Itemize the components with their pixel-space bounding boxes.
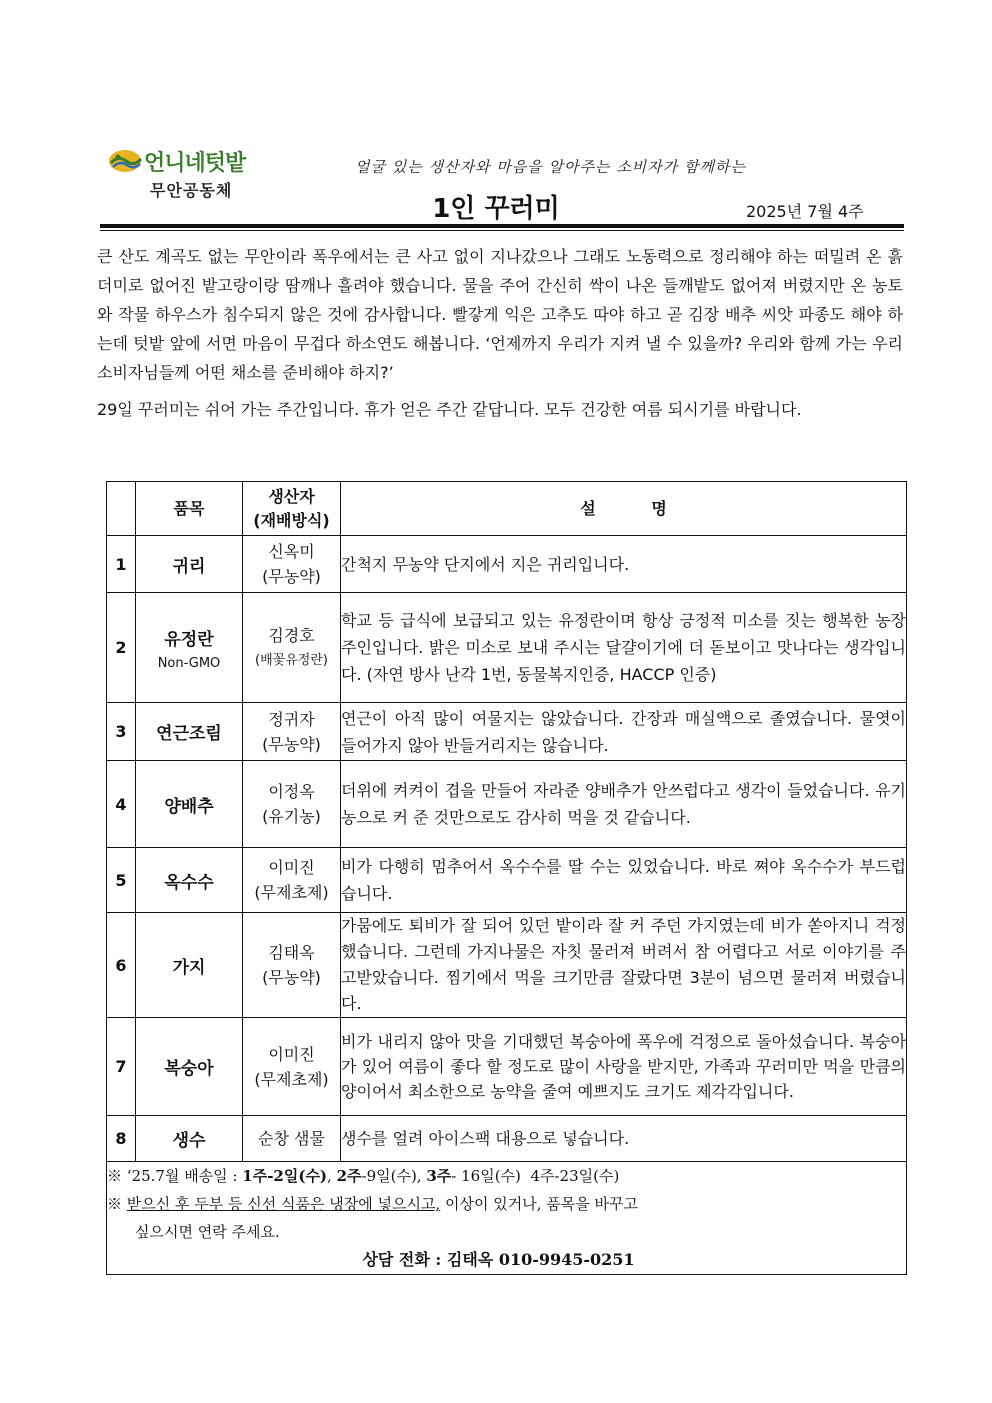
item-description: 비가 내리지 않아 맛을 기대했던 복숭아에 폭우에 걱정으로 돌아섰습니다. 복숭아가 있어 여름이 좋다 할 정도로 많이 사랑을 받지만, 가족과 꾸러미만 먹을 만큼의 양이어서 최소한으로 농약을 줄여 예쁘지도 크기도 제각각입니다. <box>341 1018 907 1116</box>
footer-row <box>107 1162 907 1275</box>
header-producer <box>243 482 341 536</box>
note-line2: 싶으시면 연락 주세요. <box>135 1223 280 1241</box>
logo-text: 언니네텃밭 <box>144 151 246 176</box>
row-number: 7 <box>107 1018 136 1116</box>
producer-name: 신옥미 <box>268 542 315 561</box>
growing-method: (배꽃유정란) <box>255 652 328 668</box>
item-name-text: 가지 <box>172 957 206 978</box>
header-item: 품목 <box>136 482 243 536</box>
tagline: 얼굴 있는 생산자와 마음을 알아주는 소비자가 함께하는 <box>355 158 746 176</box>
row-number: 4 <box>107 761 136 848</box>
storage-note <box>107 1190 906 1218</box>
item-name <box>136 536 243 593</box>
producer-name: 순창 샘물 <box>258 1129 325 1148</box>
table-row <box>107 536 907 593</box>
growing-method: (무제초제) <box>254 883 329 902</box>
header-rule-thick <box>100 224 904 228</box>
item-name <box>136 593 243 703</box>
item-name <box>136 848 243 913</box>
header-producer-line1: 생산자 <box>268 486 315 506</box>
item-name-text: 유정란 <box>164 629 214 650</box>
row-number: 6 <box>107 913 136 1018</box>
table-header-row <box>107 482 907 536</box>
growing-method: (무농약) <box>262 567 321 586</box>
item-name <box>136 1018 243 1116</box>
item-name-text: 귀리 <box>172 556 206 577</box>
delivery-prefix: ※ ‘25.7월 배송일 : <box>107 1167 243 1185</box>
table-row <box>107 1018 907 1116</box>
item-name <box>136 703 243 761</box>
delivery-week1: 1주-2일(수) <box>242 1167 328 1185</box>
producer-name: 정귀자 <box>268 709 315 729</box>
producer-cell <box>243 536 341 593</box>
intro-text <box>97 242 903 424</box>
note-rest: 이상이 있거나, 품목을 바꾸고 <box>440 1195 638 1213</box>
row-number: 8 <box>107 1116 136 1162</box>
producer-name: 이정옥 <box>268 782 315 801</box>
item-name-text: 복숭아 <box>164 1059 214 1079</box>
producer-name: 김태옥 <box>268 943 315 962</box>
growing-method: (무농약) <box>262 734 321 754</box>
delivery-week3-date: - 16일(수) 4주-23일(수) <box>451 1167 620 1185</box>
item-name-text: 연근조림 <box>156 724 222 744</box>
item-description: 연근이 아직 많이 여물지는 않았습니다. 간장과 매실액으로 졸였습니다. 물엿이 들어가지 않아 반들거리지는 않습니다. <box>341 703 907 761</box>
item-name <box>136 1116 243 1162</box>
header-producer-line2: (재배방식) <box>253 510 330 530</box>
item-name-sub: Non-GMO <box>157 655 221 671</box>
producer-cell <box>243 913 341 1018</box>
delivery-week2: 2주 <box>336 1167 362 1185</box>
growing-method: (무제초제) <box>254 1069 329 1089</box>
header-description: 설 명 <box>341 482 907 536</box>
producer-name: 김경호 <box>268 625 315 645</box>
item-name-text: 옥수수 <box>164 872 214 893</box>
item-name-text: 생수 <box>172 1131 206 1151</box>
logo-subtitle: 무안공동체 <box>150 181 233 200</box>
row-number: 2 <box>107 593 136 703</box>
intro-paragraph: 29일 꾸러미는 쉬어 가는 주간입니다. 휴가 얻은 주간 같답니다. 모두 건강한 여름 되시기를 바랍니다. <box>97 400 802 419</box>
header-num-cell <box>107 482 136 536</box>
item-name <box>136 761 243 848</box>
table-row <box>107 848 907 913</box>
note-underlined: 받으신 후 두부 등 신선 식품은 냉장에 넣으시고, <box>126 1195 441 1213</box>
table-row <box>107 1116 907 1162</box>
producer-name: 이미진 <box>268 1044 315 1064</box>
farm-logo-icon <box>108 148 144 174</box>
producer-cell <box>243 848 341 913</box>
growing-method: (무농약) <box>262 968 321 987</box>
producer-cell <box>243 1018 341 1116</box>
table-row <box>107 703 907 761</box>
item-description: 더위에 켜켜이 겹을 만들어 자라준 양배추가 안쓰럽다고 생각이 들었습니다. 유기농으로 커 준 것만으로도 감사히 먹을 것 같습니다. <box>341 761 907 848</box>
item-description: 생수를 얼려 아이스팩 대용으로 넣습니다. <box>341 1116 907 1162</box>
intro-paragraph: 큰 산도 계곡도 없는 무안이라 폭우에서는 큰 사고 없이 지나갔으나 그래도 노동력으로 정리해야 하는 떠밀려 온 흙더미로 없어진 밭고랑이랑 땀깨나 흘려야 했습니다. 물을 주어 간신히 싹이 나온 들깨밭도 없어져 버렸지만 온 농토와 작물 하우스가 침수되지 않은 것에 감사합니다. 빨갛게 익은 고추도 따야 하고 곧 김장 배추 씨앗 파종도 해야 하는데 텃밭 앞에 서면 마음이 무겁다 하소연도 해봅니다. ‘언제까지 우리가 지켜 낼 수 있을까? 우리와 함께 가는 우리 소비자님들께 어떤 채소를 준비해야 하지?’ <box>97 247 903 382</box>
footer-notes <box>107 1162 907 1275</box>
page-title: 1인 꾸러미 <box>432 194 560 224</box>
growing-method: (유기농) <box>262 807 321 826</box>
row-number: 3 <box>107 703 136 761</box>
delivery-week3: 3주 <box>426 1167 452 1185</box>
note-prefix: ※ <box>107 1195 127 1213</box>
row-number: 5 <box>107 848 136 913</box>
item-description: 간척지 무농약 단지에서 지은 귀리입니다. <box>341 536 907 593</box>
table-row <box>107 593 907 703</box>
producer-cell <box>243 593 341 703</box>
delivery-dates: ※ ‘25.7월 배송일 : 1주-2일(수), 2주-9일(수), 3주- 16일(수) 4주-23일(수) <box>107 1167 620 1185</box>
item-description: 학교 등 급식에 보급되고 있는 유정란이며 항상 긍정적 미소를 짓는 행복한 농장 주인입니다. 밝은 미소로 보내 주시는 달걀이기에 더 돋보이고 맛나다는 생각입니다. (자연 방사 난각 1번, 동물복지인증, HACCP 인증) <box>341 593 907 703</box>
item-description: 비가 다행히 멈추어서 옥수수를 딸 수는 있었습니다. 바로 쪄야 옥수수가 부드럽습니다. <box>341 848 907 913</box>
week-label: 2025년 7월 4주 <box>746 202 864 221</box>
item-name <box>136 913 243 1018</box>
producer-name: 이미진 <box>268 858 315 877</box>
delivery-week2-date: -9일(수), <box>361 1167 427 1185</box>
producer-cell <box>243 1116 341 1162</box>
table-row <box>107 761 907 848</box>
row-number: 1 <box>107 536 136 593</box>
table-row <box>107 913 907 1018</box>
producer-cell <box>243 761 341 848</box>
item-description: 가뭄에도 퇴비가 잘 되어 있던 밭이라 잘 커 주던 가지였는데 비가 쏟아지니 걱정했습니다. 그런데 가지나물은 자칫 물러져 버려서 참 어렵다고 서로 이야기를 주고받았습니다. 찜기에서 먹을 크기만큼 잘랐다면 3분이 넘으면 물러져 버렸습니다. <box>341 913 907 1018</box>
item-name-text: 양배추 <box>164 796 214 817</box>
header-rule-thin <box>100 230 904 231</box>
producer-cell <box>243 703 341 761</box>
contact-phone: 상담 전화 : 김태옥 010-9945-0251 <box>362 1250 635 1269</box>
items-table <box>106 481 907 1275</box>
